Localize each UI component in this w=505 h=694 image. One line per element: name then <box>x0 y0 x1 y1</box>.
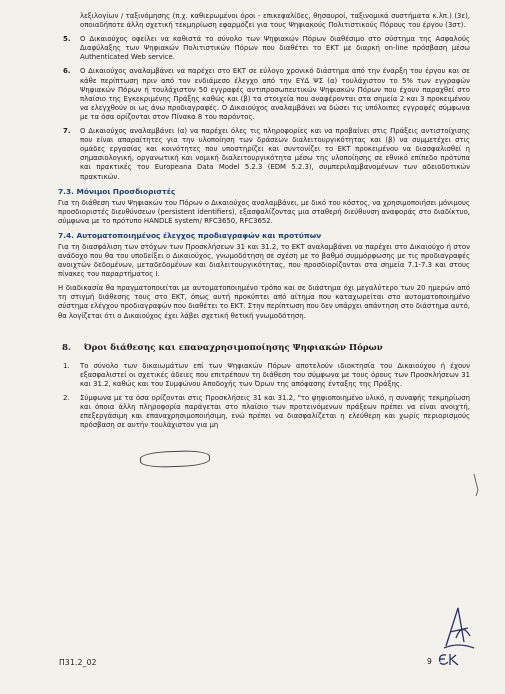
section-7-4-text-2: Η διαδικασία θα πραγματοποιείται με αυτοματοποιημένο τρόπο και σε διάστημα όχι μεγαλύτερο των 20 ημερών από τη στιγμή διάθεσης τους στο ΕΚΤ, όπως αυτή προκύπτει από αίτημα που καταχωρείται στο αυτοματοποιημένο σύστημα ελέγχου προδιαγραφών που διαθέτει το ΕΚΤ. Στην περίπτωση που δεν υπάρχει απάντηση στο διάστημα αυτό, θα λογίζεται ότι ο Δικαιούχος έχει λάβει σχετική θετική γνωμοδότηση. <box>58 284 470 320</box>
section-8-item-1 <box>58 362 470 389</box>
intro-paragraph: λεξιλογίων / ταξινόμησης (π.χ. καθιερωμένοι όροι - επικεφαλίδες, θησαυροί, ταξινομικά συστήματα κ.λπ.) (3ε), οποιαδήποτε άλλη σχετική τεκμηρίωση εφαρμόζει για τους Ψηφιακούς Πολιτιστικούς Πόρους του έργου (3στ). <box>80 12 470 30</box>
section-title: Όροι διάθεσης και επαναχρησιμοποίησης Ψηφιακών Πόρων <box>84 342 383 353</box>
section-number: 8. <box>62 342 71 353</box>
item-number: 2. <box>63 393 70 402</box>
page-body <box>58 12 470 430</box>
item-number: 1. <box>63 361 70 370</box>
item-text: Ο Δικαιούχος αναλαμβάνει (α) να παρέχει όλες τις πληροφορίες και να προβαίνει στις Πράξεις αντιστοίχισης που είναι απαραίτητες για την υλοποίηση των δράσεων διαλειτουργικότητας και (β) να συμμετέχει στις ομάδες εργασίας και κοινότητες που υποστηρίζει και συντονίζει το ΕΚΤ προκειμένου να διασφαλισθεί η σημασιολογική, οργανωτική και νομική διαλειτουργικότητα μέσω της υλοποίησης σε εθνικό επίπεδο πρότυπα και πρακτικές του Europeana Data Model 5.2.3 (EDM 5.2.3), συμπεριλαμβανομένων των αδειοδοτικών πρακτικών. <box>80 127 470 181</box>
item-text: Ο Δικαιούχος αναλαμβάνει να παρέχει στο ΕΚΤ σε εύλογο χρονικό διάστημα από την έναρξη του έργου και σε κάθε περίπτωση πριν από τον ενδιάμεσο έλεγχο από την ΕΥΔ ΨΣ (α) τουλάχιστον το 5% των εγγραφών Ψηφιακών Πόρων ή τουλάχιστον 50 εγγραφές αντιπροσωπευτικών Ψηφιακών Πόρων που έχουν παραχθεί στο πλαίσιο της Εγκεκριμένης Πράξης καθώς και (β) τα στοιχεία που αναφέρονται στα σημεία 2 και 3 προκειμένου να ελεγχθούν οι ως άνω προδιαγραφές. Ο Δικαιούχος αναλαμβάνει να δώσει τις υπόλοιπες εγγραφές σύμφωνα με τα όσα ορίζονται στον Πίνακα 8 του παρόντος. <box>80 67 470 121</box>
document-code: Π31.2_02 <box>59 658 97 667</box>
item-text: Το σύνολο των δικαιωμάτων επί των Ψηφιακών Πόρων αποτελούν ιδιοκτησία του Δικαιούχου ή έχουν εξασφαλιστεί οι σχετικές άδειες που επιτρέπουν τη διάθεση του σύμφωνα με τους όρους των Προσκλήσεων 31 και 31.2, καθώς και του Συμφώνου Αποδοχής των Όρων της απόφασης ένταξης της Πράξης. <box>80 361 470 388</box>
list-item-5 <box>58 35 470 62</box>
section-7-3-heading: 7.3. Μόνιμοι Προσδιοριστές <box>58 186 176 196</box>
pen-circle-mark <box>140 450 211 468</box>
list-item-7 <box>58 127 470 182</box>
list-item-6 <box>58 67 470 122</box>
initials-icon <box>436 650 466 668</box>
item-number: 5. <box>63 35 71 44</box>
item-text: Σύμφωνα με τα όσα ορίζονται στις Προσκλήσεις 31 και 31.2, "το ψηφιοποιημένο υλικό, η συναφής τεκμηρίωση και όποια άλλη πληροφορία παράγεται στο πλαίσιο των προτεινόμενων πράξεων πρέπει να είναι ανοιχτή, επεξεργάσιμη και επαναχρησιμοποιήσιμη, ενώ πρέπει να διασφαλίζεται η ελεύθερη και χωρίς περιορισμούς πρόσβαση σε αυτήν τουλάχιστον για μη <box>80 393 470 430</box>
item-text: Ο Δικαιούχος οφείλει να καθιστά το σύνολο των Ψηφιακών Πόρων διαθέσιμο στο σύστημα της Ασφαλούς Διαφύλαξης των Ψηφιακών Πολιτιστικών Πόρων που διαθέτει το ΕΚΤ με διαρκή on-line πρόσβαση μέσω Authenticated Web service. <box>80 35 470 62</box>
pen-mark-icon <box>470 470 486 500</box>
page-number: 9 <box>427 657 432 666</box>
signature-icon <box>438 602 478 652</box>
section-8-item-2 <box>58 394 470 430</box>
section-8-heading <box>58 343 470 354</box>
section-7-4-heading: 7.4. Αυτοματοποιημένος έλεγχος προδιαγραφών και προτύπων <box>58 230 322 240</box>
section-7-4-text-1: Για τη διασφάλιση των στόχων των Προσκλήσεων 31 και 31.2, το ΕΚΤ αναλαμβάνει να παρέχει στο Δικαιούχο ή στον ανάδοχο που θα του υποδείξει ο Δικαιούχος, γνωμοδότηση σε σχέση με το βαθμό συμμόρφωσης με τις προδιαγραφές ανοιχτών δεδομένων, μεταδεδομένων και διαλειτουργικότητας, που προσδιορίζονται στα σημεία 7.1-7.3 και στους πίνακες του παραρτήματος Ι. <box>58 242 470 279</box>
item-number: 7. <box>63 127 71 136</box>
item-number: 6. <box>63 67 71 76</box>
section-7-3-text: Για τη διάθεση των Ψηφιακών του Πόρων ο Δικαιούχος αναλαμβάνει, με δικό του κόστος, να χρησιμοποιήσει μόνιμους προσδιοριστές διευθύνσεων (persistent identifiers), εξασφαλίζοντας μια σταθερή διεύθυνση αναφοράς στο διαδίκτυο, σύμφωνα με το πρότυπο HANDLE system/ RFC3650, RFC3652. <box>58 198 470 225</box>
